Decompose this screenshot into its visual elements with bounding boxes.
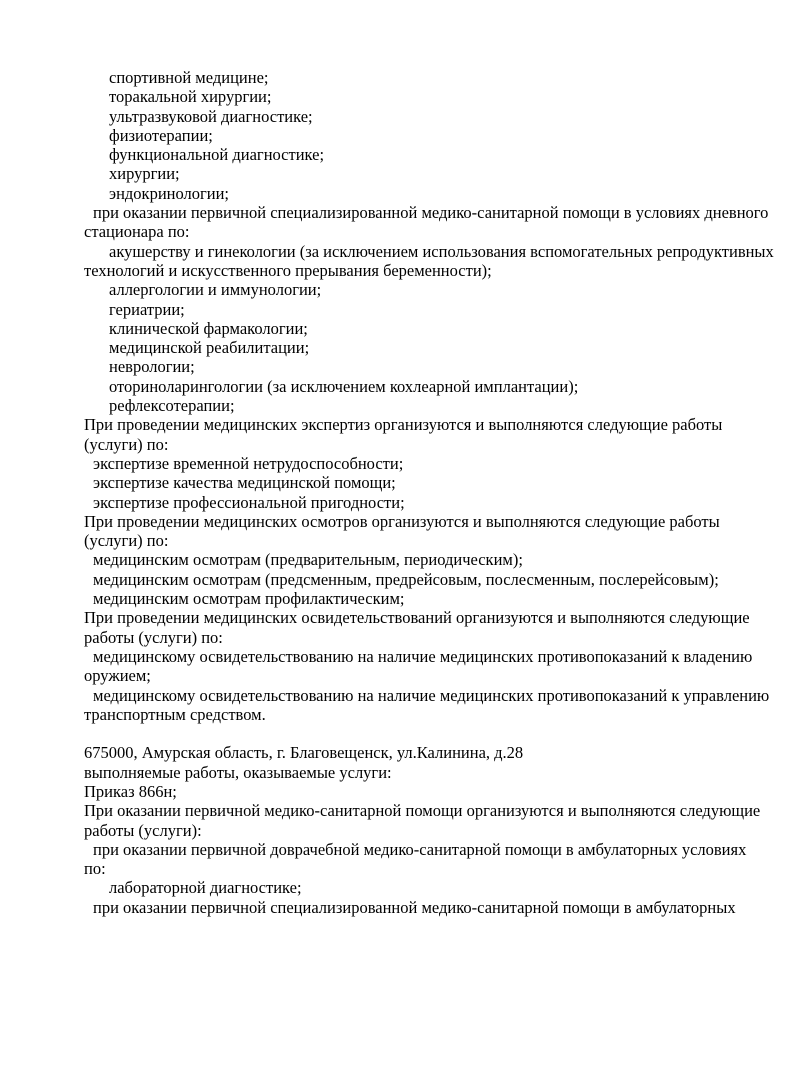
document-line: При проведении медицинских экспертиз организуются и выполняются следующие работы xyxy=(84,415,723,435)
document-line: по: xyxy=(84,859,106,879)
document-line: оружием; xyxy=(84,666,151,686)
document-line: эндокринологии; xyxy=(109,183,230,203)
document-line: медицинским осмотрам профилактическим; xyxy=(93,589,405,609)
document-line: хирургии; xyxy=(109,164,180,184)
document-line: физиотерапии; xyxy=(109,125,213,145)
document-line: медицинскому освидетельствованию на наличие медицинских противопоказаний к управлению xyxy=(93,685,770,705)
document-line: экспертизе профессиональной пригодности; xyxy=(93,492,405,512)
document-line: лабораторной диагностике; xyxy=(109,878,302,898)
document-line: неврологии; xyxy=(109,357,195,377)
document-body xyxy=(84,68,774,917)
document-line: спортивной медицине; xyxy=(109,68,269,87)
document-line: при оказании первичной доврачебной медико-санитарной помощи в амбулаторных условиях xyxy=(93,839,747,859)
document-line: медицинскому освидетельствованию на наличие медицинских противопоказаний к владению xyxy=(93,646,753,666)
document-line: аллергологии и иммунологии; xyxy=(109,280,322,300)
document-line: работы (услуги): xyxy=(84,820,202,840)
document-line: (услуги) по: xyxy=(84,531,169,551)
document-line: медицинским осмотрам (предсменным, предрейсовым, послесменным, послерейсовым); xyxy=(93,569,719,589)
blank-line xyxy=(84,724,764,743)
document-line: ультразвуковой диагностике; xyxy=(109,106,313,126)
document-line: 675000, Амурская область, г. Благовещенск, ул.Калинина, д.28 xyxy=(84,743,524,763)
document-line: экспертизе качества медицинской помощи; xyxy=(93,473,396,493)
document-line: стационара по: xyxy=(84,222,190,242)
document-line: при оказании первичной специализированной медико-санитарной помощи в условиях дневного xyxy=(93,203,769,223)
document-line: (услуги) по: xyxy=(84,434,169,454)
document-line: торакальной хирургии; xyxy=(109,87,272,107)
document-line: функциональной диагностике; xyxy=(109,145,325,165)
document-line: гериатрии; xyxy=(109,299,185,319)
document-line: При проведении медицинских освидетельствований организуются и выполняются следующие xyxy=(84,608,750,628)
document-line: транспортным средством. xyxy=(84,704,266,724)
document-line: технологий и искусственного прерывания беременности); xyxy=(84,260,492,280)
document-line: Приказ 866н; xyxy=(84,781,177,801)
document-line: экспертизе временной нетрудоспособности; xyxy=(93,453,404,473)
document-line: рефлексотерапии; xyxy=(109,396,235,416)
document-line: оториноларингологии (за исключением кохлеарной имплантации); xyxy=(109,376,579,396)
document-line: При оказании первичной медико-санитарной помощи организуются и выполняются следующие xyxy=(84,801,761,821)
document-line: выполняемые работы, оказываемые услуги: xyxy=(84,762,392,782)
document-line: при оказании первичной специализированной медико-санитарной помощи в амбулаторных xyxy=(93,897,736,917)
document-line: медицинской реабилитации; xyxy=(109,338,310,358)
document-line: акушерству и гинекологии (за исключением использования вспомогательных репродуктивных xyxy=(109,241,774,261)
document-line: работы (услуги) по: xyxy=(84,627,223,647)
document-line: клинической фармакологии; xyxy=(109,318,308,338)
document-line: При проведении медицинских осмотров организуются и выполняются следующие работы xyxy=(84,511,720,531)
document-line: медицинским осмотрам (предварительным, периодическим); xyxy=(93,550,523,570)
